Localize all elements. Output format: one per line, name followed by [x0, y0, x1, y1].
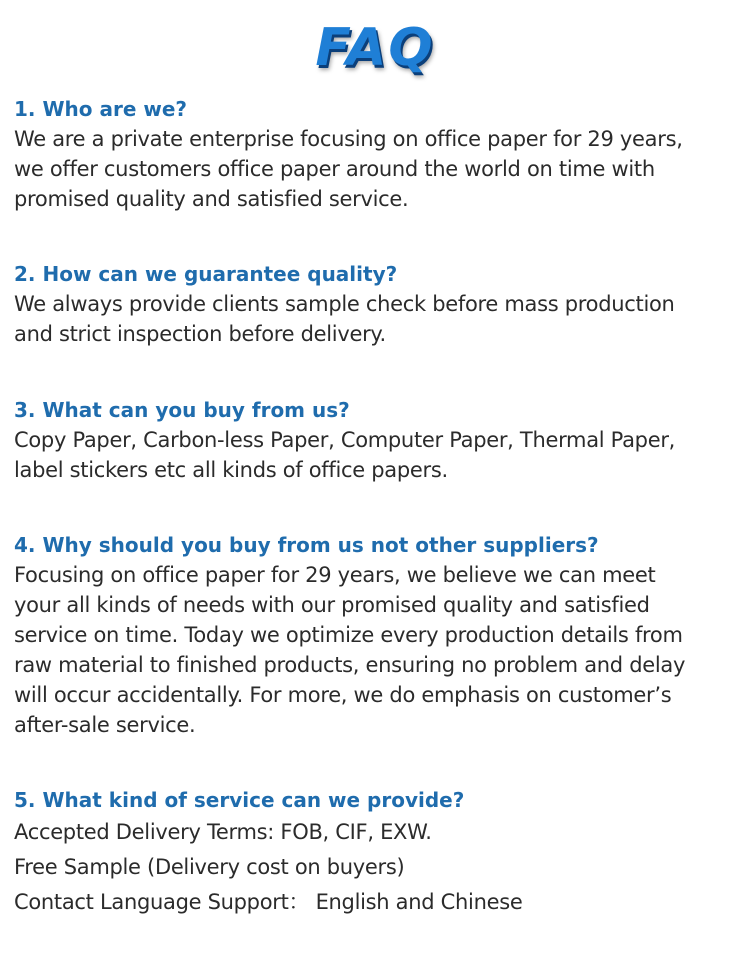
faq-answer — [14, 289, 740, 349]
answer-line: label stickers etc all kinds of office papers. — [14, 458, 448, 482]
answer-line: we offer customers office paper around the world on time with — [14, 157, 655, 181]
faq-question: 5. What kind of service can we provide? — [14, 788, 465, 812]
answer-line: will occur accidentally. For more, we do emphasis on customer’s — [14, 683, 672, 707]
answer-line: promised quality and satisfied service. — [14, 187, 409, 211]
faq-question: 2. How can we guarantee quality? — [14, 262, 398, 286]
faq-question: 4. Why should you buy from us not other suppliers? — [14, 533, 599, 557]
faq-answer — [14, 425, 740, 485]
answer-line: raw material to finished products, ensuring no problem and delay — [14, 653, 686, 677]
answer-line: service on time. Today we optimize every production details from — [14, 623, 683, 647]
answer-line: your all kinds of needs with our promised quality and satisfied — [14, 593, 650, 617]
faq-question: 1. Who are we? — [14, 97, 188, 121]
faq-item-why-us — [14, 530, 740, 740]
answer-line: and strict inspection before delivery. — [14, 322, 386, 346]
page-title: FAQ — [315, 18, 435, 78]
faq-answer — [14, 560, 740, 740]
faq-question: 3. What can you buy from us? — [14, 398, 350, 422]
answer-line: after-sale service. — [14, 713, 196, 737]
answer-line: We are a private enterprise focusing on office paper for 29 years, — [14, 127, 683, 151]
answer-line: Free Sample (Delivery cost on buyers) — [14, 855, 405, 879]
answer-line: Accepted Delivery Terms: FOB, CIF, EXW. — [14, 820, 432, 844]
answer-line: Copy Paper, Carbon-less Paper, Computer Paper, Thermal Paper, — [14, 428, 676, 452]
answer-line: We always provide clients sample check before mass production — [14, 292, 675, 316]
faq-item-quality — [14, 259, 740, 349]
faq-answer — [14, 124, 740, 214]
faq-item-products — [14, 395, 740, 485]
answer-line: Focusing on office paper for 29 years, we believe we can meet — [14, 563, 656, 587]
faq-answer — [14, 815, 740, 920]
answer-line: Contact Language Support： English and Chinese — [14, 890, 523, 914]
faq-item-services — [14, 785, 740, 920]
faq-item-who-are-we — [14, 94, 740, 214]
